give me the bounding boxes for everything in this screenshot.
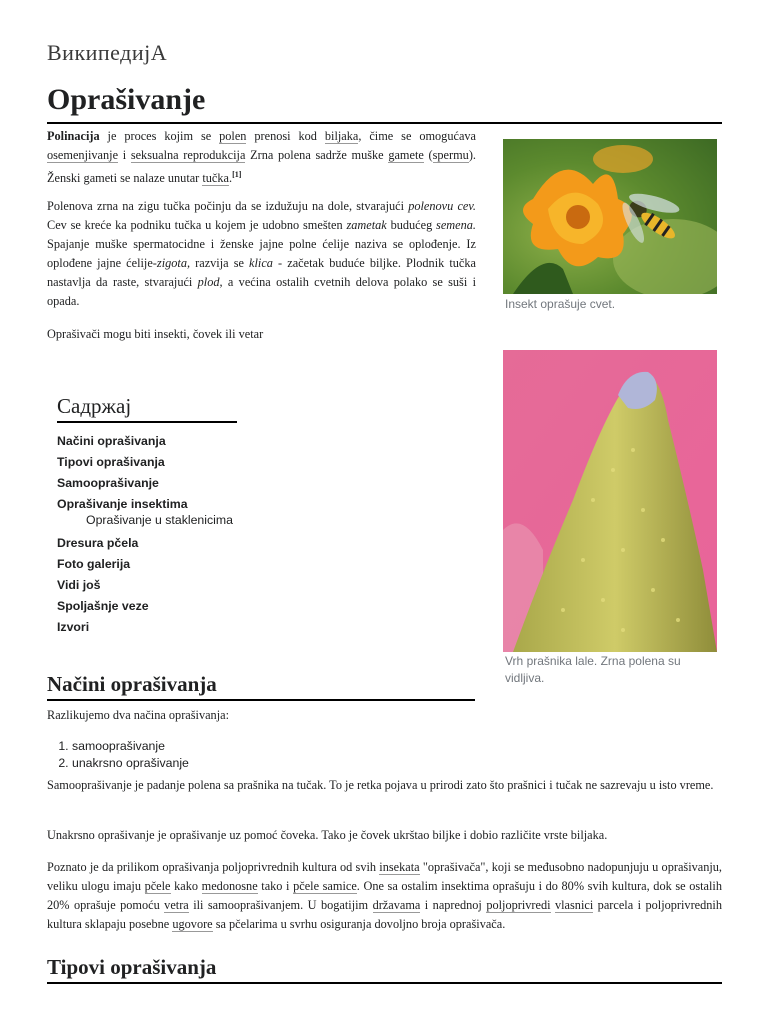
toc-item[interactable]: Foto galerija: [57, 557, 131, 571]
link-insekata[interactable]: insekata: [379, 860, 420, 874]
cross-pollination-paragraph: Unakrsno oprašivanje je oprašivanje uz pomoć čoveka. Tako je čovek ukrštao biljke i dobio različite vrste biljaka.: [47, 828, 608, 842]
link-biljaka[interactable]: biljaka: [324, 129, 359, 143]
reference-1[interactable]: [1]: [232, 170, 242, 179]
toc-item[interactable]: Načini oprašivanja: [57, 434, 166, 448]
section-heading-tipovi: Tipovi oprašivanja: [47, 954, 722, 984]
toc-subitem[interactable]: Oprašivanje u staklenicima: [86, 513, 233, 527]
toc-item[interactable]: Dresura pčela: [57, 536, 139, 550]
figure-caption-1: Insekt oprašuje cvet.: [505, 297, 616, 311]
link-medonosne[interactable]: medonosne: [201, 879, 258, 893]
tulip-stamen-image[interactable]: [503, 350, 717, 652]
link-seksualna-reprodukcija[interactable]: seksualna reprodukcija: [130, 148, 246, 162]
intro-paragraph-3: Oprašivači mogu biti insekti, čovek ili vetar: [47, 327, 264, 341]
intro-paragraph-1: Polinacija je proces kojim se polen prenosi kod biljaka, čime se omogućava osemenjivanje i seksualna reprodukcija Zrna polena sadrže muške gamete (spermu). Ženski gameti se nalaze unutar tučka.[1]: [47, 129, 477, 186]
section-heading-nacini: Načini oprašivanja: [47, 671, 475, 701]
toc-item[interactable]: Izvori: [57, 620, 90, 634]
link-pcele-samice[interactable]: pčele samice: [293, 879, 357, 893]
link-ugovore[interactable]: ugovore: [172, 917, 213, 931]
pollinators-paragraph: Poznato je da prilikom oprašivanja poljoprivrednih kultura od svih insekata "oprašivača", koji se međusobno nadopunjuju u oprašivanju, veliku ulogu imaju pčele kako medonosne tako i pčele samice. One sa ostalim insektima oprašuju i do 80% svih kultura, dok se ostalih 20% oprašuje pomoću vetra ili samooprašivanjem. U bogatijim državama i naprednoj poljoprivredi vlasnici parcela i poljoprivrednih kultura sklapaju posebne ugovore sa pčelarima u svrhu osiguranja dovoljno broja oprašivača.: [47, 860, 722, 931]
page-title: Oprašivanje: [47, 82, 722, 124]
link-vetra[interactable]: vetra: [164, 898, 189, 912]
figure-caption-2: Vrh prašnika lale. Zrna polena su vidljiva.: [505, 654, 681, 685]
toc-title: Садржај: [57, 394, 237, 423]
toc-item[interactable]: Spoljašnje veze: [57, 599, 149, 613]
toc-item[interactable]: Oprašivanje insektima: [57, 497, 188, 511]
link-pcele[interactable]: pčele: [144, 879, 171, 893]
link-osemenjivanje[interactable]: osemenjivanje: [47, 148, 119, 162]
table-of-contents: [57, 394, 357, 638]
link-drzavama[interactable]: državama: [372, 898, 421, 912]
toc-item[interactable]: Tipovi oprašivanja: [57, 455, 165, 469]
intro-paragraph-2: Polenova zrna na zigu tučka počinju da se izdužuju na dole, stvarajući polenovu cev. Cev se kreće ka podniku tučka u kojem je udobno smešten zametak budućeg semena. Spajanje muške spermatocidne i ženske jajne polne ćelije naziva se oplođenje. Iz oplođene jajne ćelije-zigota, razvija se klica - začetak buduće biljke. Plodnik tučka nastavlja da raste, stvarajući plod, a većina ostalih cvetnih delova polako se suši i opada.: [47, 199, 477, 308]
insect-flower-image[interactable]: [503, 139, 717, 294]
term-bold: Polinacija: [47, 129, 100, 143]
link-vlasnici[interactable]: vlasnici: [554, 898, 594, 912]
link-spermu[interactable]: spermu: [432, 148, 469, 162]
link-poljoprivredi[interactable]: poljoprivredi: [486, 898, 551, 912]
section-intro: Razlikujemo dva načina oprašivanja:: [47, 708, 229, 722]
self-pollination-paragraph: Samooprašivanje je padanje polena sa prašnika na tučak. To je retka pojava u prirodi zato što prašnici i tučak ne sazrevaju u isto vreme.: [47, 778, 714, 792]
wikipedia-wordmark[interactable]: ВикипедијА: [47, 40, 168, 65]
list-item: 2. unakrsno oprašivanje: [72, 755, 189, 772]
link-gamete[interactable]: gamete: [388, 148, 424, 162]
methods-list: [47, 738, 189, 772]
link-tucka[interactable]: tučka: [202, 171, 229, 186]
link-polen[interactable]: polen: [219, 129, 247, 143]
toc-item[interactable]: Vidi još: [57, 578, 101, 592]
toc-item[interactable]: Samooprašivanje: [57, 476, 159, 490]
list-item: 1. samooprašivanje: [72, 738, 189, 755]
